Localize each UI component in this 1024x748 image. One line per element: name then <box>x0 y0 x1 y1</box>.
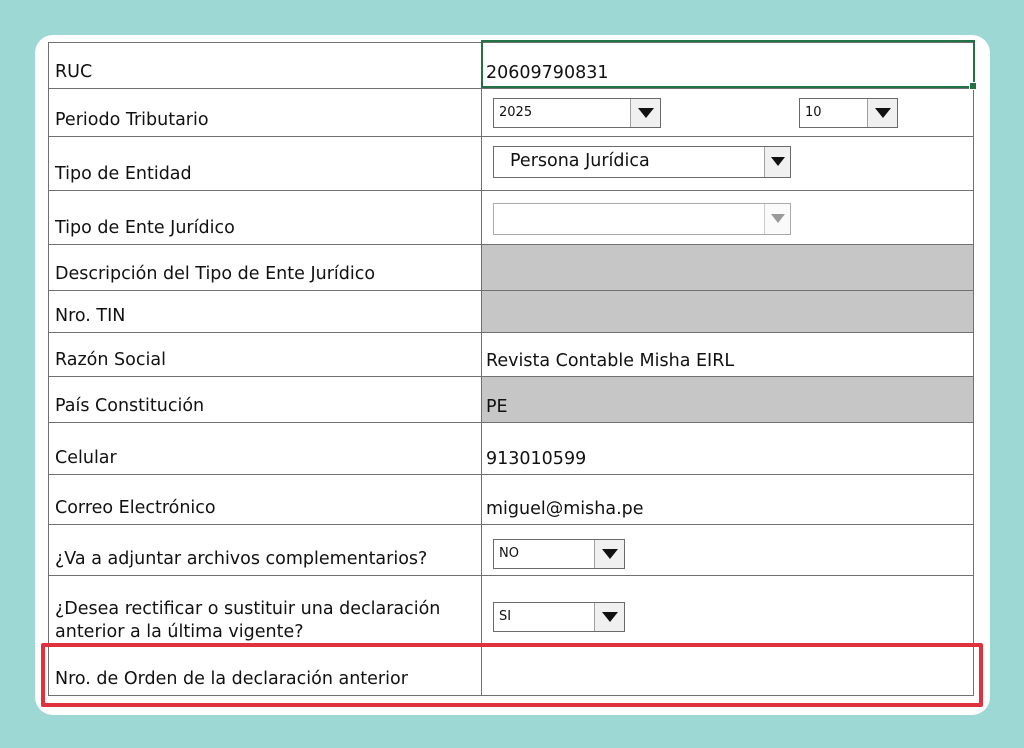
dropdown-arrow-button[interactable] <box>764 147 790 177</box>
pais-value: PE <box>486 397 508 417</box>
correo-label: Correo Electrónico <box>55 498 216 518</box>
label-cell <box>48 647 482 695</box>
adjuntar-dropdown[interactable] <box>493 539 625 569</box>
chevron-down-icon <box>601 611 619 623</box>
dropdown-arrow-button[interactable] <box>764 204 790 234</box>
rectificar-value: SI <box>499 609 512 624</box>
nro-orden-cell[interactable] <box>482 647 974 695</box>
nro-tin-cell[interactable] <box>482 291 974 332</box>
dropdown-arrow-button[interactable] <box>594 603 624 631</box>
label-cell <box>48 89 482 136</box>
celular-cell[interactable] <box>482 423 974 474</box>
row-correo <box>48 474 974 524</box>
ruc-value: 20609790831 <box>486 63 609 83</box>
chevron-down-icon <box>874 107 892 119</box>
tipo-entidad-cell <box>482 137 974 190</box>
label-cell <box>48 423 482 474</box>
row-periodo <box>48 88 974 136</box>
row-razon-social <box>48 332 974 376</box>
rectificar-label: ¿Desea rectificar o sustituir una declaración anterior a la última vigente? <box>55 599 441 642</box>
chevron-down-icon <box>771 157 785 167</box>
tipo-ente-label: Tipo de Ente Jurídico <box>55 218 235 238</box>
row-pais <box>48 376 974 422</box>
tipo-entidad-label: Tipo de Entidad <box>55 164 192 184</box>
label-cell <box>48 137 482 190</box>
celular-value: 913010599 <box>486 449 587 469</box>
row-descripcion-ente <box>48 244 974 290</box>
tipo-entidad-value: Persona Jurídica <box>510 151 650 171</box>
label-cell <box>48 475 482 524</box>
row-rectificar <box>48 575 974 646</box>
pais-label: País Constitución <box>55 396 205 416</box>
row-nro-orden <box>48 646 974 696</box>
row-adjuntar <box>48 524 974 575</box>
correo-value: miguel@misha.pe <box>486 499 644 519</box>
pais-cell[interactable] <box>482 377 974 422</box>
label-cell <box>48 291 482 332</box>
descripcion-ente-cell[interactable] <box>482 245 974 290</box>
ruc-label: RUC <box>55 62 93 82</box>
month-dropdown[interactable] <box>799 98 898 128</box>
periodo-cell <box>482 89 974 136</box>
row-tipo-ente <box>48 190 974 244</box>
rectificar-cell <box>482 576 974 646</box>
rectificar-dropdown[interactable] <box>493 602 625 632</box>
celular-label: Celular <box>55 448 117 468</box>
month-value: 10 <box>805 105 822 120</box>
descripcion-ente-label: Descripción del Tipo de Ente Jurídico <box>55 264 376 284</box>
tipo-entidad-dropdown[interactable] <box>493 146 791 178</box>
dropdown-arrow-button[interactable] <box>867 99 897 127</box>
adjuntar-value: NO <box>499 546 519 561</box>
label-cell <box>48 191 482 244</box>
tipo-ente-dropdown[interactable] <box>493 203 791 235</box>
label-cell <box>48 525 482 575</box>
year-value: 2025 <box>499 105 533 120</box>
row-ruc <box>48 42 974 88</box>
ruc-cell[interactable] <box>482 43 974 88</box>
label-cell <box>48 333 482 376</box>
razon-social-value: Revista Contable Misha EIRL <box>486 351 735 371</box>
tipo-ente-cell <box>482 191 974 244</box>
adjuntar-label: ¿Va a adjuntar archivos complementarios? <box>55 549 428 569</box>
periodo-label: Periodo Tributario <box>55 110 209 130</box>
chevron-down-icon <box>771 214 785 224</box>
nro-tin-label: Nro. TIN <box>55 306 126 326</box>
correo-cell[interactable] <box>482 475 974 524</box>
chevron-down-icon <box>637 107 655 119</box>
label-cell <box>48 377 482 422</box>
dropdown-arrow-button[interactable] <box>594 540 624 568</box>
nro-orden-label: Nro. de Orden de la declaración anterior <box>55 669 408 689</box>
dropdown-arrow-button[interactable] <box>630 99 660 127</box>
razon-social-cell[interactable] <box>482 333 974 376</box>
razon-social-label: Razón Social <box>55 350 166 370</box>
year-dropdown[interactable] <box>493 98 661 128</box>
label-cell <box>48 245 482 290</box>
label-cell <box>48 576 482 646</box>
label-cell <box>48 43 482 88</box>
row-celular <box>48 422 974 474</box>
row-tipo-entidad <box>48 136 974 190</box>
declaration-form-grid <box>48 42 974 696</box>
row-nro-tin <box>48 290 974 332</box>
chevron-down-icon <box>601 548 619 560</box>
adjuntar-cell <box>482 525 974 575</box>
